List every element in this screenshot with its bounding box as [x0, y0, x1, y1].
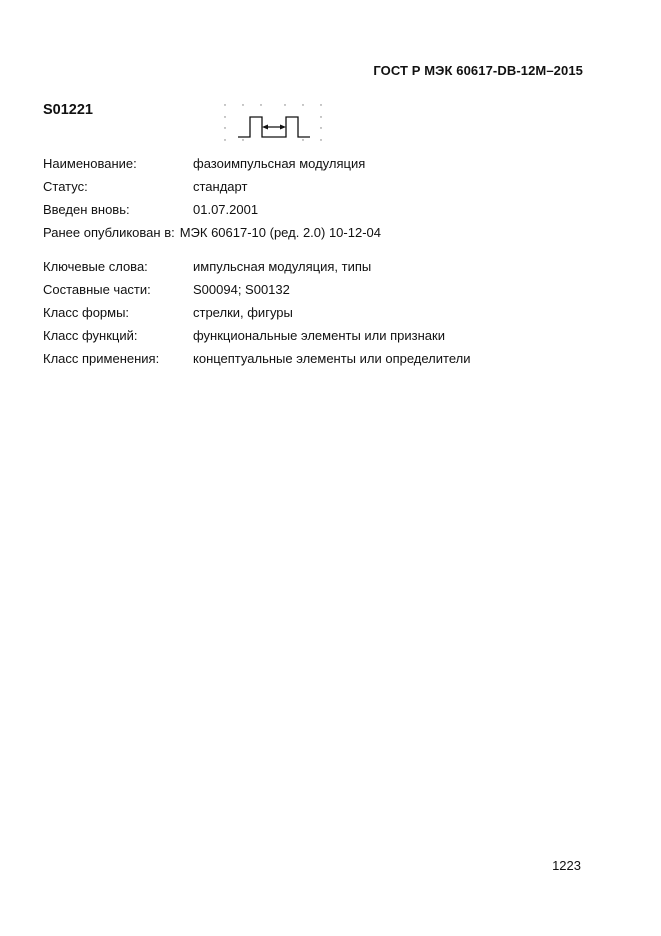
- field-value: концептуальные элементы или определители: [193, 351, 471, 366]
- field-label: Класс применения:: [43, 351, 160, 366]
- field-value: МЭК 60617-10 (ред. 2.0) 10-12-04: [179, 225, 381, 240]
- field-label: Составные части:: [43, 282, 151, 297]
- field-value: стандарт: [193, 179, 248, 194]
- symbol-code: S01221: [43, 102, 93, 118]
- field-label: Введен вновь:: [43, 202, 130, 217]
- field-shape-class: [43, 305, 293, 321]
- field-label: Класс формы:: [43, 305, 130, 320]
- field-label: Класс функций:: [43, 328, 138, 343]
- field-value: импульсная модуляция, типы: [193, 259, 372, 274]
- document-header: ГОСТ Р МЭК 60617-DB-12M–2015: [373, 63, 583, 78]
- field-status: [43, 179, 247, 195]
- field-value: 01.07.2001: [193, 202, 259, 217]
- field-components: [43, 282, 290, 298]
- field-value: S00094; S00132: [193, 282, 290, 297]
- page-number: 1223: [552, 858, 581, 873]
- field-label: Наименование:: [43, 156, 137, 171]
- phase-pulse-modulation-symbol-icon: [222, 100, 330, 149]
- field-value: стрелки, фигуры: [193, 305, 293, 320]
- field-function-class: [43, 328, 445, 344]
- field-label: Статус:: [43, 179, 88, 194]
- field-label: Ранее опубликован в:: [43, 225, 175, 240]
- field-label: Ключевые слова:: [43, 259, 148, 274]
- field-keywords: [43, 259, 371, 275]
- field-name: [43, 156, 365, 172]
- field-value: функциональные элементы или признаки: [193, 328, 445, 343]
- field-introduced: [43, 202, 258, 218]
- field-application-class: [43, 351, 471, 367]
- field-value: фазоимпульсная модуляция: [193, 156, 366, 171]
- field-previously-published: [43, 225, 381, 241]
